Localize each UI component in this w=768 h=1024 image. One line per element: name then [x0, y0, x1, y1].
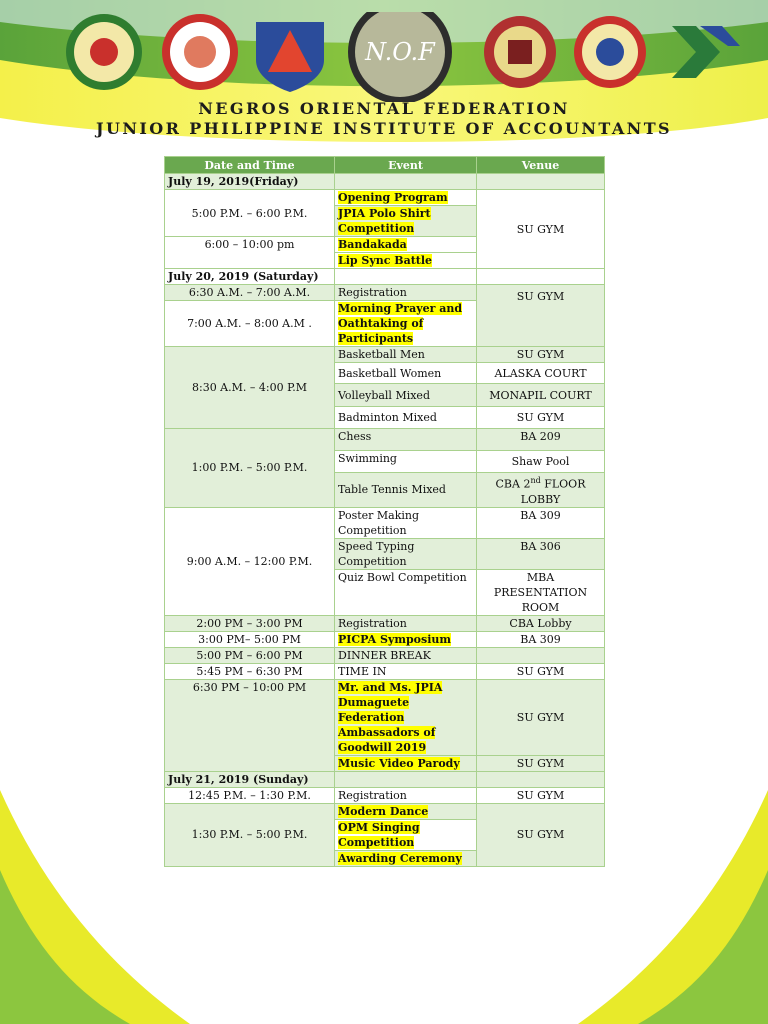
table-row [165, 631, 605, 647]
event-cell [335, 301, 477, 347]
table-cell [335, 174, 477, 190]
venue-cell: ALASKA COURT [477, 363, 605, 384]
logo-row [60, 12, 740, 92]
event-cell: TIME IN [335, 663, 477, 679]
time-cell: 5:00 PM – 6:00 PM [165, 647, 335, 663]
event-cell [335, 206, 477, 237]
venue-cell: SU GYM [477, 190, 605, 269]
event-cell: DINNER BREAK [335, 647, 477, 663]
organization-title: JUNIOR PHILIPPINE INSTITUTE OF ACCOUNTANTS [96, 119, 672, 138]
event-name: Awarding Ceremony [338, 851, 462, 865]
table-cell [477, 771, 605, 787]
time-cell: 9:00 A.M. – 12:00 P.M. [165, 507, 335, 615]
table-row [165, 269, 605, 285]
time-cell: 7:00 A.M. – 8:00 A.M . [165, 301, 335, 347]
state-university-seal-icon [574, 16, 646, 88]
venue-cell: MONAPIL COURT [477, 384, 605, 407]
table-row [165, 285, 605, 301]
table-row [165, 174, 605, 190]
column-header-date-time: Date and Time [165, 157, 335, 174]
event-cell: Chess [335, 429, 477, 451]
table-row [165, 663, 605, 679]
table-cell [477, 174, 605, 190]
day-label: July 21, 2019 (Sunday) [165, 771, 335, 787]
venue-cell: BA 209 [477, 429, 605, 451]
venue-cell: BA 306 [477, 538, 605, 569]
time-cell: 8:30 A.M. – 4:00 P.M [165, 347, 335, 429]
federation-title: NEGROS ORIENTAL FEDERATION [198, 99, 570, 118]
event-cell [335, 190, 477, 206]
event-name: Modern Dance [338, 804, 429, 818]
event-cell [335, 850, 477, 866]
venue-cell: SU GYM [477, 407, 605, 429]
event-cell: Volleyball Mixed [335, 384, 477, 407]
event-cell [335, 237, 477, 253]
table-row [165, 615, 605, 631]
header-banner [0, 0, 768, 150]
time-cell: 1:30 P.M. – 5:00 P.M. [165, 803, 335, 866]
event-schedule-table [164, 156, 605, 867]
table-row [165, 647, 605, 663]
event-name: Mr. and Ms. JPIA Dumaguete Federation Ambassadors of Goodwill 2019 [338, 680, 443, 754]
event-cell: Registration [335, 787, 477, 803]
time-cell: 6:30 PM – 10:00 PM [165, 679, 335, 771]
event-cell: Registration [335, 615, 477, 631]
venue-text: FLOOR LOBBY [520, 477, 586, 506]
venue-cell: BA 309 [477, 507, 605, 538]
venue-cell: BA 309 [477, 631, 605, 647]
venue-cell: SU GYM [477, 755, 605, 771]
column-header-event: Event [335, 157, 477, 174]
event-name: OPM Singing Competition [338, 820, 420, 849]
event-name: Bandakada [338, 238, 407, 251]
event-cell: Speed Typing Competition [335, 538, 477, 569]
table-row [165, 429, 605, 451]
silliman-university-seal-icon [66, 14, 142, 90]
venue-text: CBA 2 [495, 477, 531, 491]
event-cell: Swimming [335, 451, 477, 473]
nof-emblem-icon [348, 12, 452, 102]
venue-cell: Shaw Pool [477, 451, 605, 473]
table-row [165, 679, 605, 755]
chevron-logo-icon [672, 26, 740, 78]
time-cell: 6:30 A.M. – 7:00 A.M. [165, 285, 335, 301]
event-cell: Basketball Women [335, 363, 477, 384]
time-cell: 5:45 PM – 6:30 PM [165, 663, 335, 679]
venue-cell: CBA Lobby [477, 615, 605, 631]
event-cell [335, 253, 477, 269]
event-name: Music Video Parody [338, 756, 460, 770]
time-cell: 6:00 – 10:00 pm [165, 237, 335, 269]
shield-crest-icon [256, 22, 324, 92]
university-seal-icon [162, 14, 238, 90]
day-label: July 20, 2019 (Saturday) [165, 269, 335, 285]
table-row [165, 803, 605, 819]
venue-cell: SU GYM [477, 803, 605, 866]
time-cell: 2:00 PM – 3:00 PM [165, 615, 335, 631]
venue-cell: SU GYM [477, 347, 605, 363]
college-seal-icon [484, 16, 556, 88]
table-header-row [165, 157, 605, 174]
event-name: Lip Sync Battle [338, 254, 433, 267]
day-label: July 19, 2019(Friday) [165, 174, 335, 190]
column-header-venue: Venue [477, 157, 605, 174]
event-cell: Badminton Mixed [335, 407, 477, 429]
event-cell [335, 819, 477, 850]
venue-cell [477, 473, 605, 508]
emblem-text: N.O.F [365, 38, 435, 66]
event-name: JPIA Polo Shirt Competition [338, 207, 431, 235]
venue-cell: SU GYM [477, 787, 605, 803]
venue-superscript: nd [530, 476, 541, 485]
table-row [165, 347, 605, 363]
event-cell [335, 803, 477, 819]
event-cell: Basketball Men [335, 347, 477, 363]
table-cell [335, 771, 477, 787]
table-cell [335, 269, 477, 285]
table-row [165, 771, 605, 787]
event-cell: Poster Making Competition [335, 507, 477, 538]
event-cell: Registration [335, 285, 477, 301]
table-row [165, 507, 605, 538]
event-cell [335, 755, 477, 771]
event-name: Opening Program [338, 191, 448, 204]
event-cell: Quiz Bowl Competition [335, 569, 477, 615]
time-cell: 1:00 P.M. – 5:00 P.M. [165, 429, 335, 508]
venue-cell [477, 647, 605, 663]
event-cell: Table Tennis Mixed [335, 473, 477, 508]
table-cell [477, 269, 605, 285]
venue-cell: SU GYM [477, 679, 605, 755]
event-name: Morning Prayer and Oathtaking of Participants [338, 302, 463, 345]
venue-cell: SU GYM [477, 663, 605, 679]
venue-cell: SU GYM [477, 285, 605, 347]
event-name: PICPA Symposium [338, 632, 452, 646]
event-cell [335, 679, 477, 755]
table-row [165, 787, 605, 803]
time-cell: 12:45 P.M. – 1:30 P.M. [165, 787, 335, 803]
time-cell: 5:00 P.M. – 6:00 P.M. [165, 190, 335, 237]
venue-cell: MBA PRESENTATION ROOM [477, 569, 605, 615]
time-cell: 3:00 PM– 5:00 PM [165, 631, 335, 647]
table-row [165, 190, 605, 206]
event-cell [335, 631, 477, 647]
